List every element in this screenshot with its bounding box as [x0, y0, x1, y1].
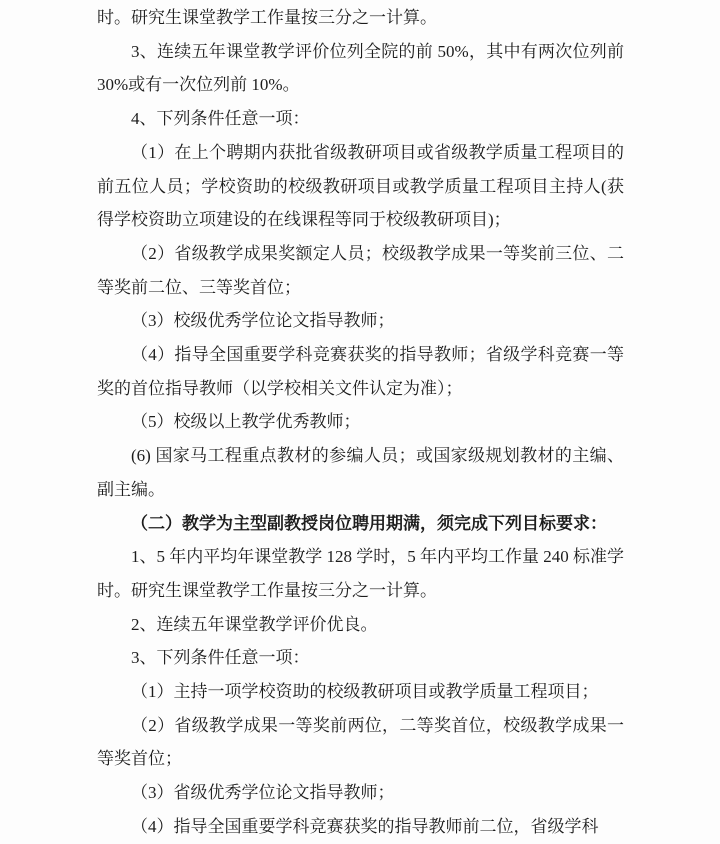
item-4-any-condition: 4、下列条件任意一项： [131, 109, 310, 129]
b-subitem-2-teaching-achievement-award: （2）省级教学成果一等奖前两位，二等奖首位，校级教学成果一等奖首位； [97, 715, 624, 769]
para-continuation-workload: 时。研究生课堂教学工作量按三分之一计算。 [97, 8, 437, 27]
subitem-6-textbook-editor: (6) 国家马工程重点教材的参编人员；或国家级规划教材的主编、副主编。 [97, 446, 624, 499]
b-item-1-teaching-hours: 1、5 年内平均年课堂教学 128 学时，5 年内平均工作量 240 标准学时。研究生课堂教学工作量按三分之一计算。 [97, 547, 624, 600]
subitem-2-teaching-achievement-award: （2）省级教学成果奖额定人员；校级教学成果一等奖前三位、二等奖前二位、三等奖首位； [97, 243, 624, 297]
section-2-heading: （二）教学为主型副教授岗位聘用期满，须完成下列目标要求： [131, 513, 607, 533]
b-subitem-4-competition-advisor: （4）指导全国重要学科竞赛获奖的指导教师前二位，省级学科 [131, 816, 599, 836]
subitem-3-thesis-advisor: （3）校级优秀学位论文指导教师； [131, 311, 395, 331]
item-3-evaluation-rank: 3、连续五年课堂教学评价位列全院的前 50%，其中有两次位列前30%或有一次位列前 10%。 [97, 41, 624, 95]
b-item-2-evaluation: 2、连续五年课堂教学评价优良。 [131, 614, 378, 634]
b-subitem-1-school-project: （1）主持一项学校资助的校级教研项目或教学质量工程项目； [131, 682, 599, 702]
subitem-4-competition-advisor: （4）指导全国重要学科竞赛获奖的指导教师；省级学科竞赛一等奖的首位指导教师（以学校相关文件认定为准）； [97, 345, 624, 398]
subitem-5-excellent-teacher: （5）校级以上教学优秀教师； [131, 412, 361, 432]
b-subitem-3-thesis-advisor: （3）省级优秀学位论文指导教师； [131, 783, 395, 803]
subitem-1-provincial-project: （1）在上个聘期内获批省级教研项目或省级教学质量工程项目的前五位人员；学校资助的校级教研项目或教学质量工程项目主持人(获得学校资助立项建设的在线课程等同于校级教研项目)； [97, 142, 624, 230]
b-item-3-any-condition: 3、下列条件任意一项： [131, 648, 310, 668]
